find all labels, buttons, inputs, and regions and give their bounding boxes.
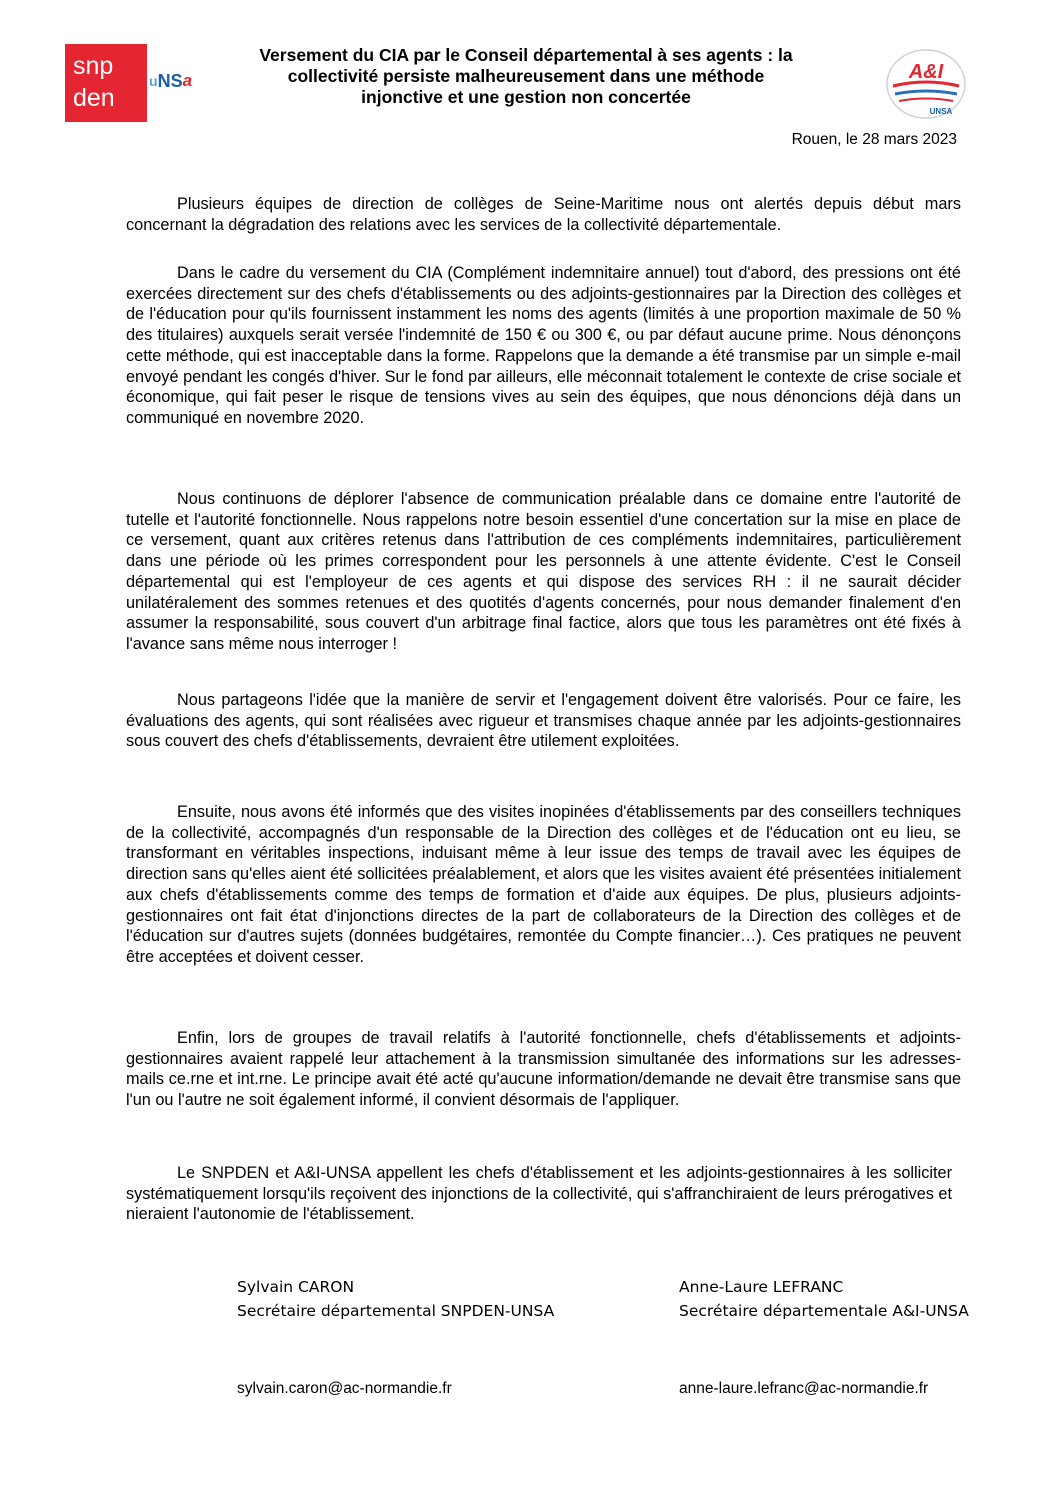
document-title xyxy=(214,45,838,108)
snpden-logo-block xyxy=(65,44,147,122)
paragraph-text: Plusieurs équipes de direction de collèges de Seine-Maritime nous ont alertés depuis début mars concernant la dégradation des relations avec les services de la collectivité départementale. xyxy=(126,195,961,234)
ai-unsa-emblem-icon xyxy=(885,48,967,120)
paragraph-2 xyxy=(126,263,961,429)
unsa-letter-s: S xyxy=(170,71,183,91)
paragraph-text: Nous partageons l'idée que la manière de servir et l'engagement doivent être valorisés. Pour ce faire, les évaluations des agents, qui sont réalisées avec rigueur et transmises chaque année par les adjoints-gestionnaires sous couvert des chefs d'établissements, devraient être utilement exploitées. xyxy=(126,691,961,751)
email-link-left[interactable]: sylvain.caron@ac-normandie.fr xyxy=(237,1380,452,1397)
paragraph-text: Nous continuons de déplorer l'absence de communication préalable dans ce domaine entre l'autorité de tutelle et l'autorité fonctionnelle. Nous rappelons notre besoin essentiel d'une concertation sur la mise en place de ce versement, quant aux critères retenus dans l'attribution de ces compléments indemnitaires, particulièrement dans une période où les primes correspondent pour les personnels à une attente évidente. C'est le Conseil départemental qui est l'employeur de ces agents et qui dispose des services RH : il ne saurait décider unilatéralement des sommes retenues et des quotités d'agents concernés, pour nous demander finalement d'en assumer la responsabilité, sous couvert d'un arbitrage final factice, alors que tous les paramètres ont été fixés à l'avance sans même nous interroger ! xyxy=(126,490,961,653)
unsa-logo-letters xyxy=(149,71,193,91)
paragraph-4 xyxy=(126,690,961,752)
paragraph-text: Dans le cadre du versement du CIA (Complément indemnitaire annuel) tout d'abord, des pressions ont été exercées directement sur des chefs d'établissements ou des adjoints-gestionnaires par la Direction des collèges et de l'éducation pour qu'ils fournissent instamment les noms des agents (limités à une proportion maximale de 50 % des titulaires) auxquels serait versée l'indemnité de 150 € ou 300 €, ou par défaut aucune prime. Nous dénonçons cette méthode, qui est inacceptable dans la forme. Rappelons que la demande a été transmise par un simple e-mail envoyé pendant les congés d'hiver. Sur le fond par ailleurs, elle méconnait totalement le contexte de crise sociale et économique, qui fait peser le risque de tensions vives au sein des équipes, que nous dénoncions déjà dans un communiqué en novembre 2020. xyxy=(126,264,961,427)
signature-right xyxy=(679,1275,969,1323)
paragraph-text: Enfin, lors de groupes de travail relatifs à l'autorité fonctionnelle, chefs d'établissements et adjoints-gestionnaires avaient rappelé leur attachement à la transmission simultanée des informations sur les adresses-mails ce.rne et int.rne. Le principe avait été acté qu'aucune information/demande ne devait être transmise sans que l'un ou l'autre ne soit également informé, il convient désormais de l'appliquer. xyxy=(126,1029,961,1110)
snpden-unsa-logo xyxy=(65,44,205,124)
signatory-name: Sylvain CARON xyxy=(237,1278,355,1296)
logo-den-text: den xyxy=(73,84,115,112)
unsa-letter-n: N xyxy=(157,71,171,91)
unsa-letter-u: u xyxy=(149,73,158,89)
unsa-letter-a: a xyxy=(182,71,193,90)
signature-left xyxy=(237,1275,554,1323)
paragraph-6 xyxy=(126,1028,961,1111)
paragraph-3 xyxy=(126,489,961,655)
signatory-role: Secrétaire départementale A&I-UNSA xyxy=(679,1302,969,1320)
signatory-role: Secrétaire départemental SNPDEN-UNSA xyxy=(237,1302,555,1320)
paragraph-5 xyxy=(126,802,961,968)
email-link-right[interactable]: anne-laure.lefranc@ac-normandie.fr xyxy=(679,1380,929,1397)
title-line-1: Versement du CIA par le Conseil départemental à ses agents : la xyxy=(259,45,793,65)
ai-logo-text: A&I xyxy=(908,61,944,83)
paragraph-7 xyxy=(126,1163,952,1225)
paragraph-text: Le SNPDEN et A&I-UNSA appellent les chefs d'établissement et les adjoints-gestionnaires à les solliciter systématiquement lorsqu'ils reçoivent des injonctions de la collectivité, qui s'affranchiraient de leurs prérogatives et nieraient l'autonomie de l'établissement. xyxy=(126,1164,952,1224)
title-line-3: injonctive et une gestion non concertée xyxy=(361,87,691,107)
logo-snp-text: snp xyxy=(73,52,114,80)
document-date: Rouen, le 28 mars 2023 xyxy=(791,131,957,148)
title-line-2: collectivité persiste malheureusement dans une méthode xyxy=(287,66,765,86)
ai-unsa-logo xyxy=(885,48,967,120)
ai-logo-subtext: UNSA xyxy=(929,107,953,116)
paragraph-1 xyxy=(126,194,961,235)
signatory-name: Anne-Laure LEFRANC xyxy=(679,1278,844,1296)
paragraph-text: Ensuite, nous avons été informés que des visites inopinées d'établissements par des conseillers techniques de la collectivité, accompagnés d'un responsable de la Direction des collèges et de l'éducation ont eu lieu, se transformant en véritables inspections, induisant même à leur issue des temps de travail avec les équipes de direction sans qu'elles aient été sollicitées préalablement, et alors que les visites avaient été présentées initialement aux chefs d'établissements comme des temps de formation et d'aide aux équipes. De plus, plusieurs adjoints-gestionnaires ont fait état d'injonctions directes de la part de collaborateurs de la Direction des collèges et de l'éducation sur d'autres sujets (données budgétaires, remontée du Compte financier…). Ces pratiques ne peuvent être acceptées et doivent cesser. xyxy=(126,803,961,966)
